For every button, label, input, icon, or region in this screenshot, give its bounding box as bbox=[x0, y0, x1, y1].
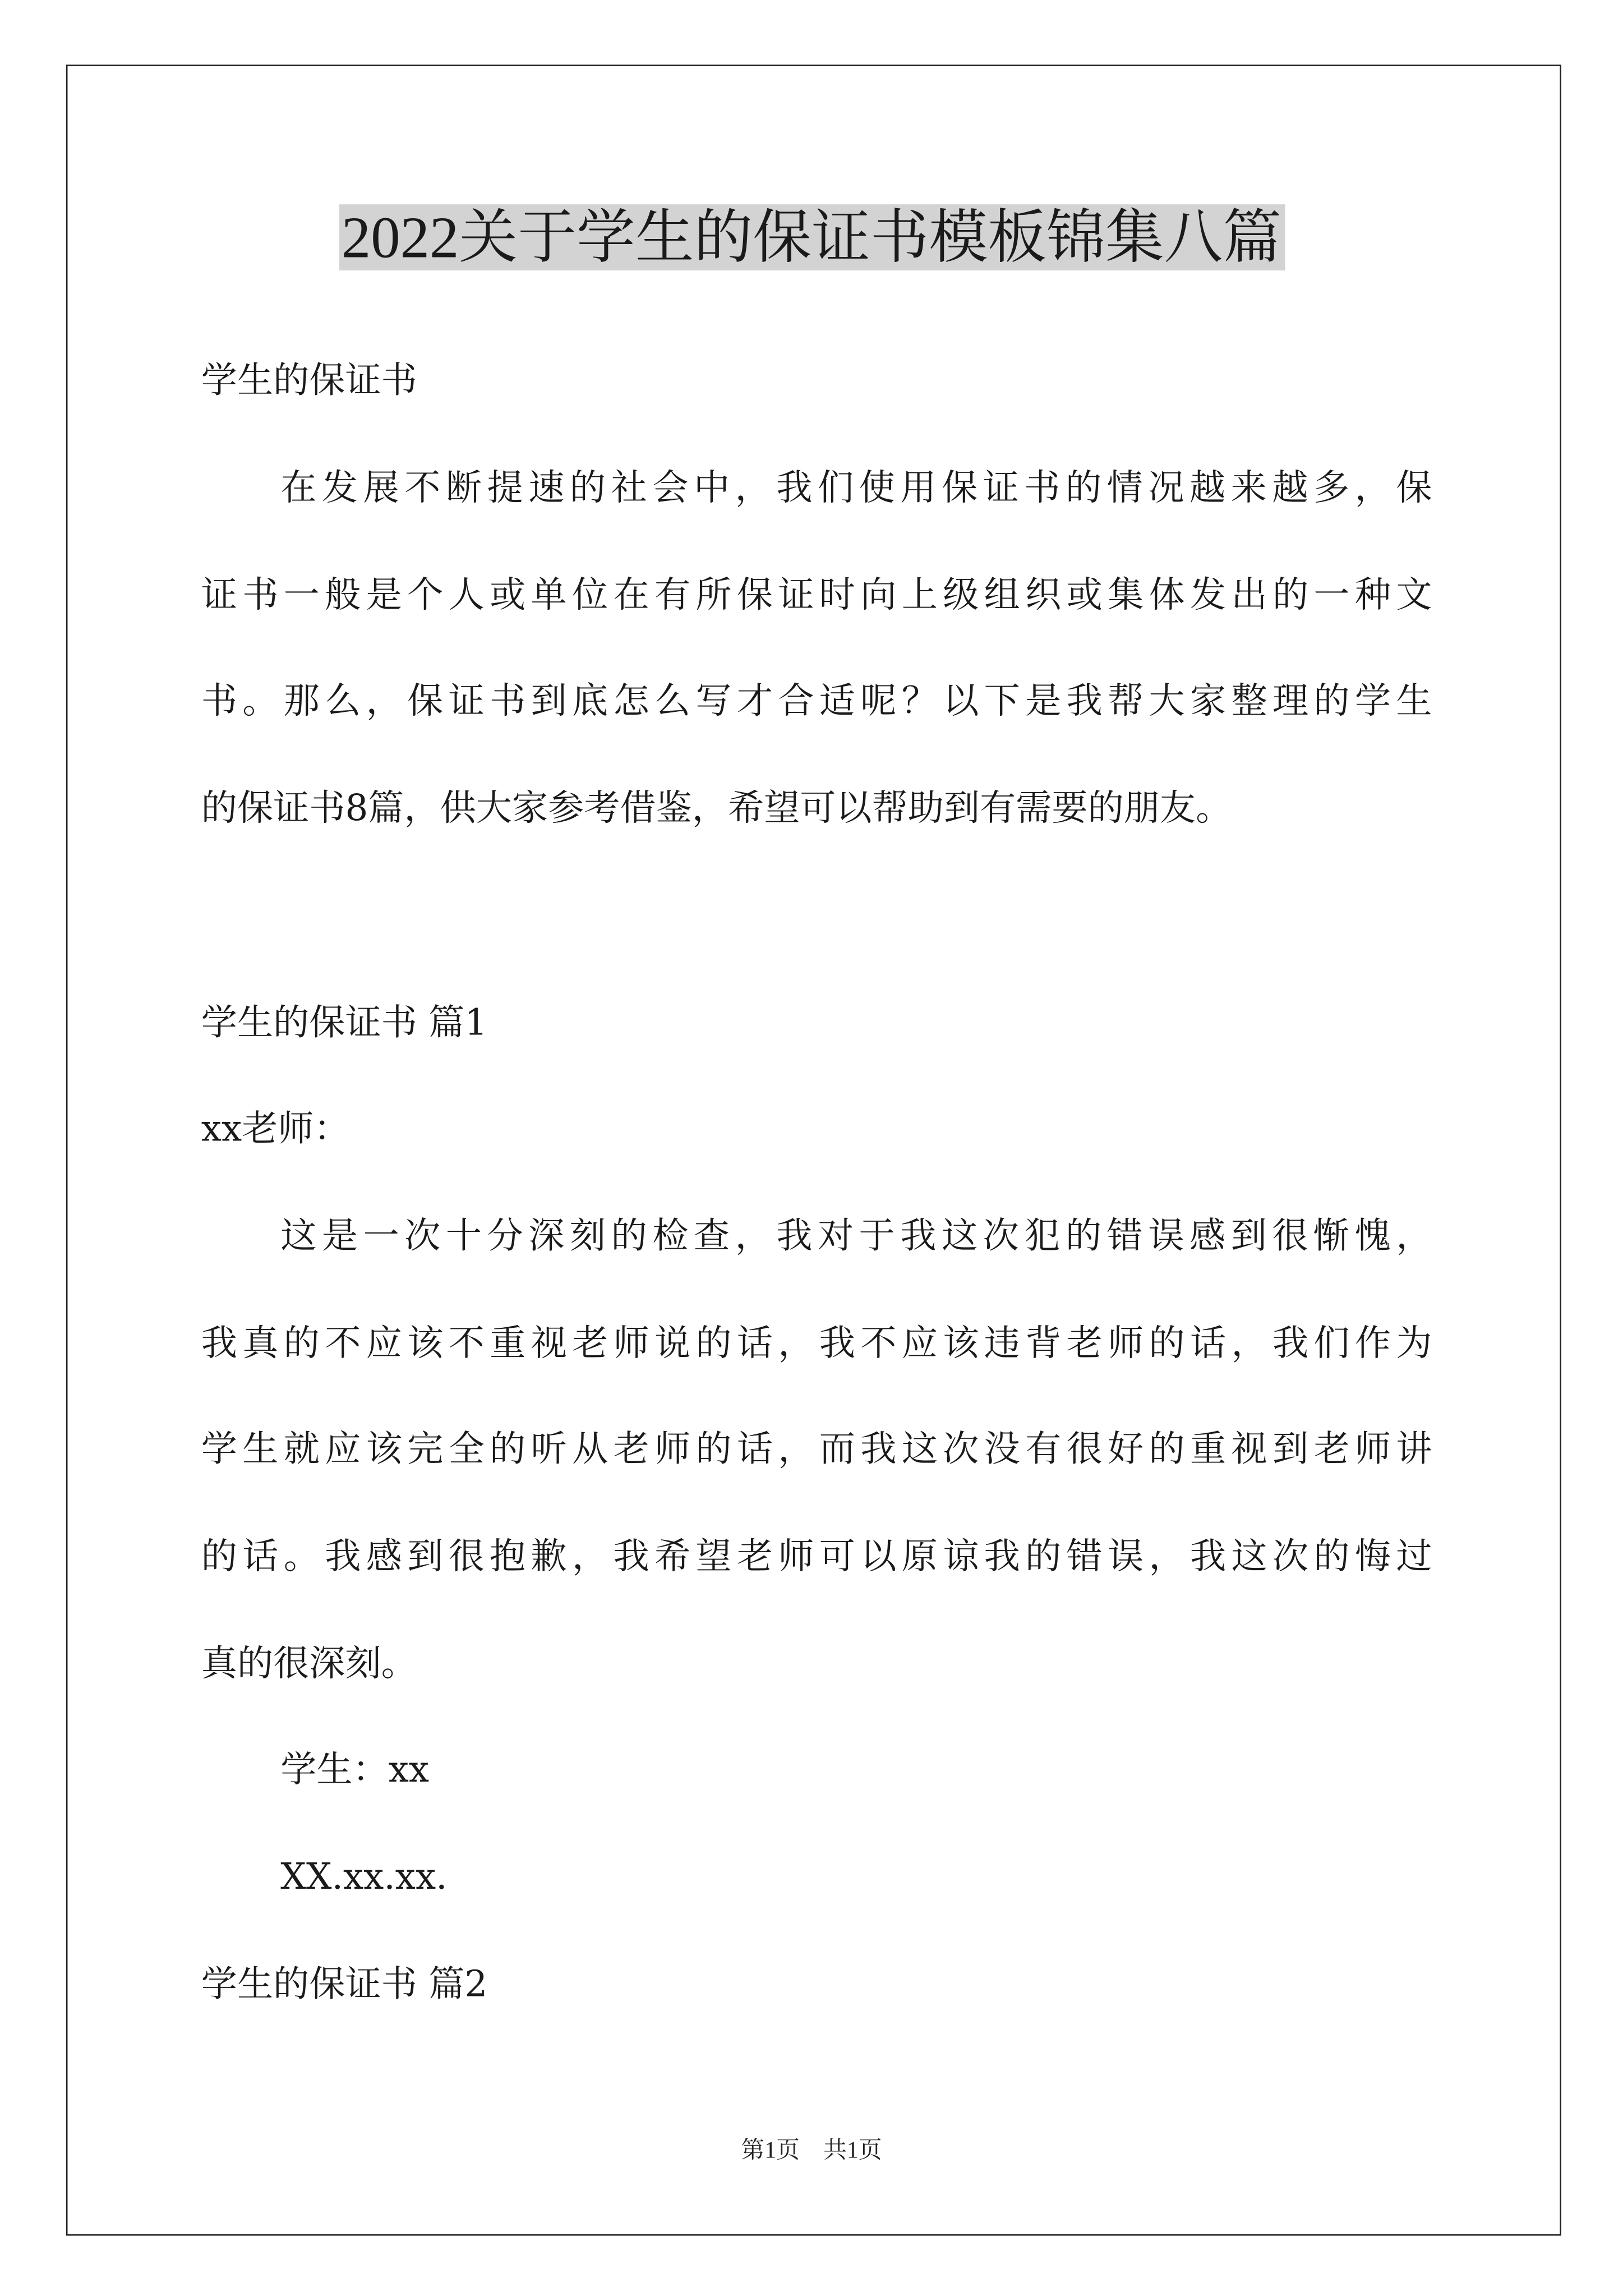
section-heading-2: 学生的保证书 篇2 bbox=[201, 1962, 488, 2005]
intro-heading: 学生的保证书 bbox=[201, 358, 417, 402]
body-line: 真的很深刻。 bbox=[201, 1641, 417, 1685]
intro-line: 在发展不断提速的社会中，我们使用保证书的情况越来越多，保 bbox=[280, 466, 1432, 509]
body-line: 我真的不应该不重视老师说的话，我不应该违背老师的话，我们作为 bbox=[201, 1321, 1432, 1364]
body-line: 学生就应该完全的听从老师的话，而我这次没有很好的重视到老师讲 bbox=[201, 1427, 1432, 1470]
page-number: 第1页 bbox=[741, 2138, 800, 2164]
body-line: 这是一次十分深刻的检查，我对于我这次犯的错误感到很惭愧， bbox=[280, 1214, 1432, 1257]
salutation: xx老师： bbox=[201, 1107, 350, 1150]
intro-line: 的保证书8篇，供大家参考借鉴，希望可以帮助到有需要的朋友。 bbox=[201, 786, 1232, 829]
page-total: 共1页 bbox=[823, 2138, 882, 2164]
page-footer bbox=[0, 2137, 1623, 2166]
signature: 学生：xx bbox=[280, 1747, 430, 1791]
body-line: 的话。我感到很抱歉，我希望老师可以原谅我的错误，我这次的悔过 bbox=[201, 1534, 1432, 1577]
intro-line: 证书一般是个人或单位在有所保证时向上级组织或集体发出的一种文 bbox=[201, 573, 1432, 616]
date: XX.xx.xx. bbox=[280, 1855, 448, 1898]
section-heading-1: 学生的保证书 篇1 bbox=[201, 1001, 488, 1044]
title-text: 2022关于学生的保证书模板锦集八篇 bbox=[339, 204, 1285, 270]
document-title bbox=[0, 201, 1623, 275]
intro-line: 书。那么，保证书到底怎么写才合适呢？以下是我帮大家整理的学生 bbox=[201, 679, 1432, 722]
